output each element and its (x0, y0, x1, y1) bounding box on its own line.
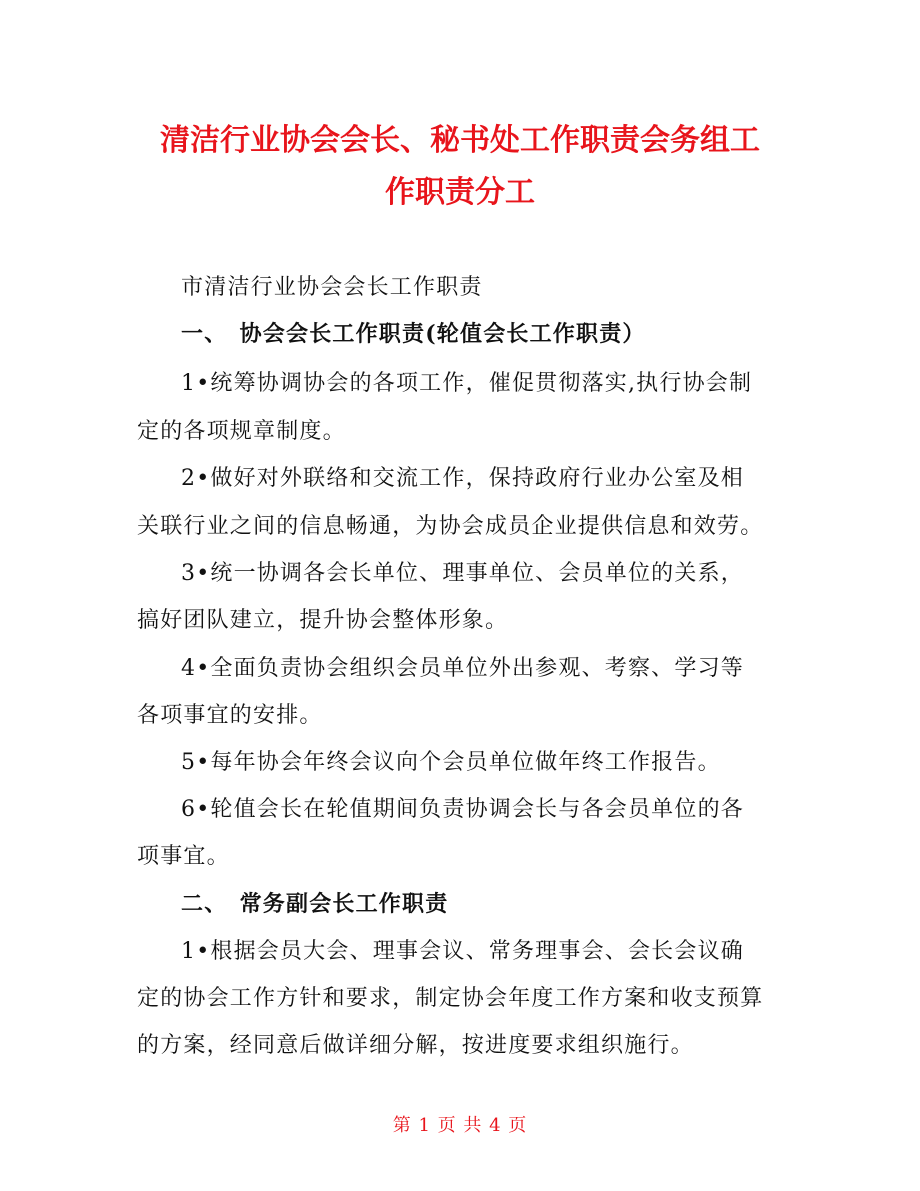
list-item-7-line-2: 定的协会工作方针和要求，制定协会年度工作方案和收支预算 (137, 986, 764, 1011)
document-title-line-2: 作职责分工 (385, 175, 535, 210)
intro-line: 市清洁行业协会会长工作职责 (181, 275, 483, 300)
section-1-heading: 一、 协会会长工作职责(轮值会长工作职责） (181, 321, 646, 347)
list-item-1-line-2: 定的各项规章制度。 (137, 419, 346, 444)
list-item-5-line-1: 5•每年协会年终会议向个会员单位做年终工作报告。 (181, 750, 721, 775)
list-item-3-line-1: 3•统一协调各会长单位、理事单位、会员单位的关系， (181, 561, 744, 586)
list-item-4-line-2: 各项事宜的安排。 (137, 703, 323, 728)
list-item-1-line-1: 1•统筹协调协会的各项工作，催促贯彻落实,执行协会制 (181, 371, 753, 396)
list-item-4-line-1: 4•全面负责协会组织会员单位外出参观、考察、学习等 (181, 656, 744, 681)
page-number-footer: 第 1 页 共 4 页 (392, 1115, 528, 1136)
list-item-7-line-1: 1•根据会员大会、理事会议、常务理事会、会长会议确 (181, 939, 744, 964)
list-item-6-line-1: 6•轮值会长在轮值期间负责协调会长与各会员单位的各 (181, 797, 744, 822)
list-item-7-line-3: 的方案，经同意后做详细分解，按进度要求组织施行。 (137, 1033, 694, 1058)
list-item-2-line-1: 2•做好对外联络和交流工作，保持政府行业办公室及相 (181, 466, 744, 491)
list-item-3-line-2: 搞好团队建立，提升协会整体形象。 (137, 608, 509, 633)
list-item-6-line-2: 项事宜。 (137, 844, 230, 869)
section-2-heading: 二、 常务副会长工作职责 (181, 891, 449, 917)
list-item-2-line-2: 关联行业之间的信息畅通，为协会成员企业提供信息和效劳。 (137, 514, 764, 539)
document-title-line-1: 清洁行业协会会长、秘书处工作职责会务组工 (160, 123, 760, 158)
